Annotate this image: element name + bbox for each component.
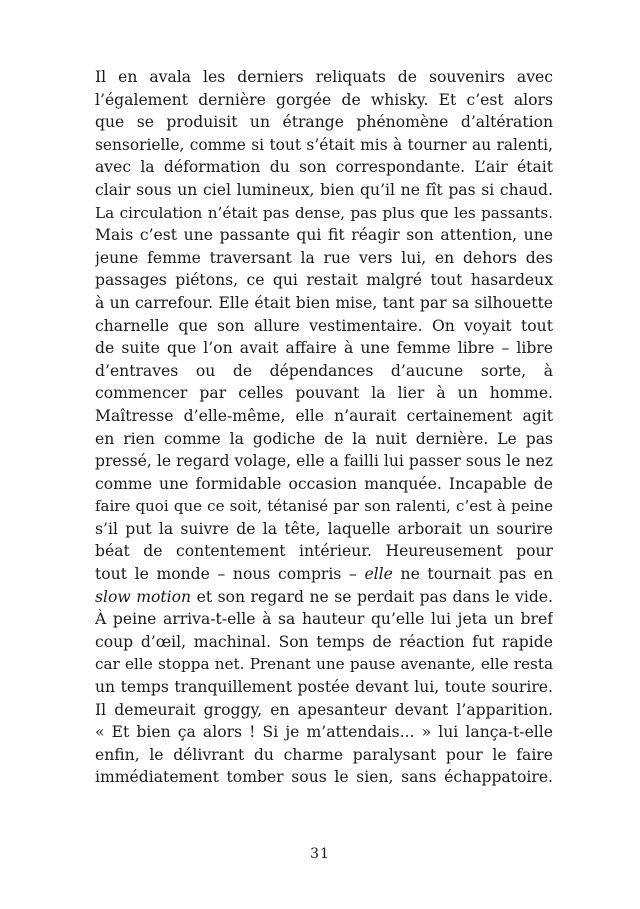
text-line: à un carrefour. Elle était bien mise, tant par sa silhouette (95, 293, 553, 312)
text-line: faire quoi que ce soit, tétanisé par son ralenti, c’est à peine (95, 497, 553, 516)
text-segment: tout le monde – nous compris – (95, 565, 365, 584)
emphasized-text: slow motion (95, 587, 192, 606)
text-line: sensorielle, comme si tout s’était mis à tourner au ralenti, (95, 135, 553, 154)
text-line: enfin, le délivrant du charme paralysant pour le faire (95, 745, 553, 764)
text-line: un temps tranquillement postée devant lui, toute sourire. (95, 678, 553, 697)
text-segment: ne tournait pas en (392, 565, 553, 584)
text-line: car elle stoppa net. Prenant une pause avenante, elle resta (95, 655, 553, 674)
text-line: jeune femme traversant la rue vers lui, en dehors des (95, 248, 553, 267)
text-line: en rien comme la godiche de la nuit dernière. Le pas (95, 429, 553, 448)
text-line (95, 586, 553, 609)
body-text (95, 66, 553, 789)
text-line: « Et bien ça alors ! Si je m’attendais... » lui lança-t-elle (95, 723, 553, 742)
text-line: pressé, le regard volage, elle a failli lui passer sous le nez (95, 452, 553, 471)
text-line: d’entraves ou de dépendances d’aucune sorte, à (95, 361, 553, 380)
text-line: Maîtresse d’elle-même, elle n’aurait certainement agit (95, 406, 553, 425)
text-line (95, 563, 553, 586)
text-line: immédiatement tomber sous le sien, sans échappatoire. (95, 768, 553, 787)
page-number: 31 (310, 846, 330, 862)
text-line: passages piétons, ce qui restait malgré tout hasardeux (95, 271, 553, 290)
text-line: Il demeurait groggy, en apesanteur devant l’apparition. (95, 700, 553, 719)
text-line: que se produisit un étrange phénomène d’altération (95, 113, 553, 132)
text-line: La circulation n’était pas dense, pas plus que les passants. (95, 203, 553, 222)
text-line: charnelle que son allure vestimentaire. On voyait tout (95, 316, 553, 335)
text-line: de suite que l’on avait affaire à une femme libre – libre (95, 339, 553, 358)
text-line: s’il put la suivre de la tête, laquelle arborait un sourire (95, 519, 553, 538)
text-line: À peine arriva-t-elle à sa hauteur qu’elle lui jeta un bref (95, 610, 553, 629)
text-line: comme une formidable occasion manquée. Incapable de (95, 474, 553, 493)
text-line: Mais c’est une passante qui fit réagir son attention, une (95, 226, 553, 245)
text-line: coup d’œil, machinal. Son temps de réaction fut rapide (95, 632, 553, 651)
text-line: avec la déformation du son correspondante. L’air était (95, 158, 553, 177)
text-line: clair sous un ciel lumineux, bien qu’il ne fît pas si chaud. (95, 180, 553, 199)
text-line: Il en avala les derniers reliquats de souvenirs avec (95, 68, 553, 86)
emphasized-text: elle (364, 565, 393, 584)
text-segment: et son regard ne se perdait pas dans le vide. (191, 587, 553, 606)
text-line: l’également dernière gorgée de whisky. Et c’est alors (95, 90, 553, 109)
text-line: béat de contentement intérieur. Heureusement pour (95, 542, 553, 561)
text-line: commencer par celles pouvant la lier à un homme. (95, 384, 553, 403)
